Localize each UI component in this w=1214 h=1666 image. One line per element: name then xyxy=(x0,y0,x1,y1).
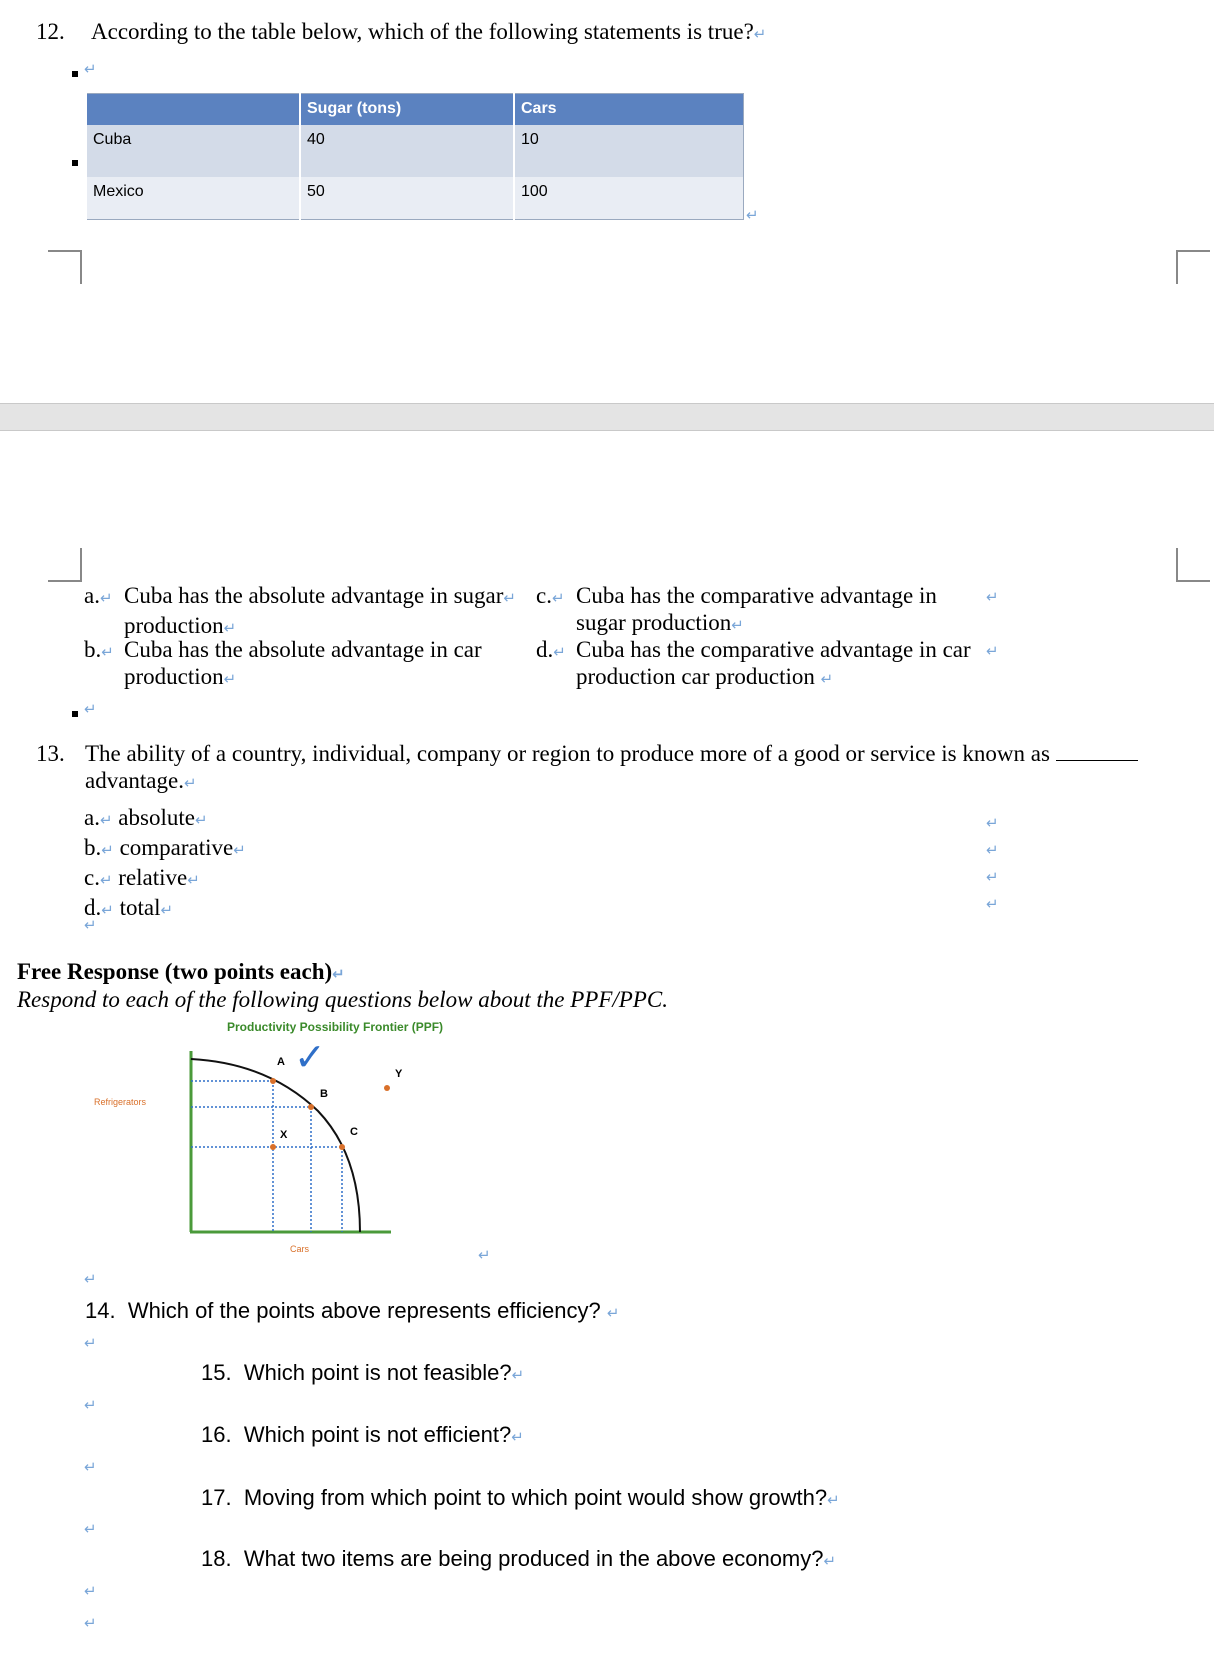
q14 xyxy=(85,1298,619,1324)
return-mark-icon: ↵ xyxy=(986,895,999,913)
point-y-marker xyxy=(384,1085,390,1091)
return-mark-icon: ↵ xyxy=(478,1246,491,1264)
sugar-cars-table xyxy=(85,93,744,220)
option-text: Cuba has the comparative advantage in car xyxy=(576,637,971,662)
question-text: Which point is not feasible? xyxy=(243,1360,512,1385)
question-number: 14. xyxy=(85,1298,116,1323)
q18 xyxy=(201,1546,836,1572)
return-mark-icon: ↵ xyxy=(84,1334,97,1352)
table-cell: 100 xyxy=(514,177,744,220)
q12-option-d xyxy=(576,636,1006,693)
q17 xyxy=(201,1485,840,1511)
return-mark-icon: ↵ xyxy=(986,841,999,859)
return-mark-icon: ↵ xyxy=(99,811,113,829)
ppf-y-label: Refrigerators xyxy=(94,1097,147,1107)
return-mark-icon: ↵ xyxy=(511,1428,524,1446)
return-mark-icon: ↵ xyxy=(223,670,237,688)
point-b-marker xyxy=(308,1104,314,1110)
table-header-cell: Cars xyxy=(514,94,744,126)
option-text: absolute xyxy=(118,805,195,830)
option-text: total xyxy=(119,895,161,920)
table-cell: 50 xyxy=(300,177,514,220)
return-mark-icon: ↵ xyxy=(986,868,999,886)
return-mark-icon: ↵ xyxy=(84,1270,97,1288)
option-text: Cuba has the absolute advantage in car xyxy=(124,637,482,662)
q16 xyxy=(201,1422,524,1448)
question-text: Moving from which point to which point would show growth? xyxy=(243,1485,828,1510)
return-mark-icon: ↵ xyxy=(84,1458,97,1476)
ppf-guide-lines xyxy=(191,1081,342,1232)
option-letter: c. xyxy=(84,865,100,890)
point-a-marker xyxy=(270,1078,276,1084)
q13-options xyxy=(84,804,246,924)
ppf-diagram xyxy=(90,1015,500,1265)
page-break-band xyxy=(0,403,1214,431)
q12-option-c-letter xyxy=(536,582,565,612)
option-letter: d. xyxy=(84,895,102,920)
page-corner-mark xyxy=(48,250,82,284)
q12-number: 12. xyxy=(36,19,65,44)
bullet-icon xyxy=(72,160,78,166)
point-b-label: B xyxy=(320,1088,328,1100)
return-mark-icon: ↵ xyxy=(194,811,208,829)
q12-option-a-letter xyxy=(84,582,113,612)
ppf-title: Productivity Possibility Frontier (PPF) xyxy=(227,1020,444,1034)
q12-text xyxy=(91,18,766,48)
q12-option-b xyxy=(124,636,544,693)
q12-option-a xyxy=(124,582,554,642)
q13-option-c xyxy=(84,864,246,894)
option-letter: a. xyxy=(84,583,100,608)
table-row xyxy=(86,125,744,177)
table-cell: Cuba xyxy=(86,125,300,177)
return-mark-icon: ↵ xyxy=(986,642,999,660)
blank-line xyxy=(1056,760,1138,761)
return-mark-icon: ↵ xyxy=(511,1366,525,1384)
q15 xyxy=(201,1360,524,1386)
option-letter: b. xyxy=(84,637,102,662)
option-text: production xyxy=(124,613,224,638)
page-corner-mark xyxy=(1176,250,1210,284)
option-text: production car production xyxy=(576,664,815,689)
return-mark-icon: ↵ xyxy=(753,25,767,43)
q12-option-b-letter xyxy=(84,636,114,666)
return-mark-icon: ↵ xyxy=(101,841,114,859)
return-mark-icon: ↵ xyxy=(731,616,744,634)
q13-question: The ability of a country, individual, company or region to produce more of a good or service is known as xyxy=(85,741,1050,766)
return-mark-icon: ↵ xyxy=(101,643,114,661)
return-mark-icon: ↵ xyxy=(820,670,834,688)
point-x-marker xyxy=(270,1144,276,1150)
q13-number: 13. xyxy=(36,741,65,766)
return-mark-icon: ↵ xyxy=(986,814,999,832)
return-mark-icon: ↵ xyxy=(746,206,759,224)
return-mark-icon: ↵ xyxy=(84,60,97,78)
return-mark-icon: ↵ xyxy=(183,774,197,792)
q12-question: According to the table below, which of the following statements is true? xyxy=(91,19,754,44)
q13-text xyxy=(85,740,1165,797)
return-mark-icon: ↵ xyxy=(223,619,237,637)
question-number: 15. xyxy=(201,1360,232,1385)
return-mark-icon: ↵ xyxy=(101,901,114,919)
option-letter: a. xyxy=(84,805,100,830)
bullet-icon xyxy=(72,71,78,77)
return-mark-icon: ↵ xyxy=(99,589,113,607)
return-mark-icon: ↵ xyxy=(160,901,174,919)
q13-option-a xyxy=(84,804,246,834)
return-mark-icon: ↵ xyxy=(233,841,246,859)
return-mark-icon: ↵ xyxy=(99,871,113,889)
return-mark-icon: ↵ xyxy=(84,700,97,718)
return-mark-icon: ↵ xyxy=(986,588,999,606)
return-mark-column xyxy=(986,810,999,918)
q13-question: advantage. xyxy=(85,768,184,793)
return-mark-icon: ↵ xyxy=(187,871,200,889)
heading-text: Free Response (two points each) xyxy=(17,959,333,984)
option-letter: c. xyxy=(536,583,552,608)
free-response-instruction: Respond to each of the following questions below about the PPF/PPC. xyxy=(17,987,668,1012)
point-c-label: C xyxy=(350,1126,358,1138)
question-number: 16. xyxy=(201,1422,232,1447)
bullet-icon xyxy=(72,711,78,717)
return-mark-icon: ↵ xyxy=(84,1520,97,1538)
point-a-label: A xyxy=(277,1056,285,1068)
option-letter: b. xyxy=(84,835,102,860)
ppf-x-label: Cars xyxy=(290,1244,310,1254)
table-header-cell xyxy=(86,94,300,126)
option-text: comparative xyxy=(119,835,234,860)
return-mark-icon: ↵ xyxy=(84,916,97,934)
table-cell: 40 xyxy=(300,125,514,177)
q13-option-b xyxy=(84,834,246,864)
question-number: 18. xyxy=(201,1546,232,1571)
return-mark-icon: ↵ xyxy=(503,589,516,607)
page-corner-mark xyxy=(1176,548,1210,582)
option-text: Cuba has the comparative advantage in xyxy=(576,583,937,608)
option-letter: d. xyxy=(536,637,554,662)
point-y-label: Y xyxy=(395,1068,403,1080)
return-mark-icon: ↵ xyxy=(84,1396,97,1414)
free-response-heading xyxy=(17,958,345,988)
check-mark-icon: ✓ xyxy=(294,1035,326,1079)
table-header-cell: Sugar (tons) xyxy=(300,94,514,126)
question-text: What two items are being produced in the above economy? xyxy=(243,1546,824,1571)
q13-option-d xyxy=(84,894,246,924)
question-number: 17. xyxy=(201,1485,232,1510)
point-x-label: X xyxy=(280,1129,288,1141)
page-corner-mark xyxy=(48,548,82,582)
q12-option-c xyxy=(576,582,1006,639)
table-row xyxy=(86,177,744,220)
table-cell: Mexico xyxy=(86,177,300,220)
option-text: relative xyxy=(118,865,188,890)
q12-option-d-letter xyxy=(536,636,566,666)
return-mark-icon: ↵ xyxy=(827,1491,840,1509)
return-mark-icon: ↵ xyxy=(84,1614,97,1632)
option-text: sugar production xyxy=(576,610,732,635)
return-mark-icon: ↵ xyxy=(332,965,345,983)
return-mark-icon: ↵ xyxy=(553,643,566,661)
return-mark-icon: ↵ xyxy=(606,1304,620,1322)
return-mark-icon: ↵ xyxy=(551,589,565,607)
return-mark-icon: ↵ xyxy=(84,1582,97,1600)
return-mark-icon: ↵ xyxy=(823,1552,837,1570)
question-text: Which of the points above represents efficiency? xyxy=(127,1298,601,1323)
point-c-marker xyxy=(339,1144,345,1150)
table-cell: 10 xyxy=(514,125,744,177)
question-text: Which point is not efficient? xyxy=(243,1422,512,1447)
option-text: production xyxy=(124,664,224,689)
option-text: Cuba has the absolute advantage in sugar xyxy=(124,583,504,608)
